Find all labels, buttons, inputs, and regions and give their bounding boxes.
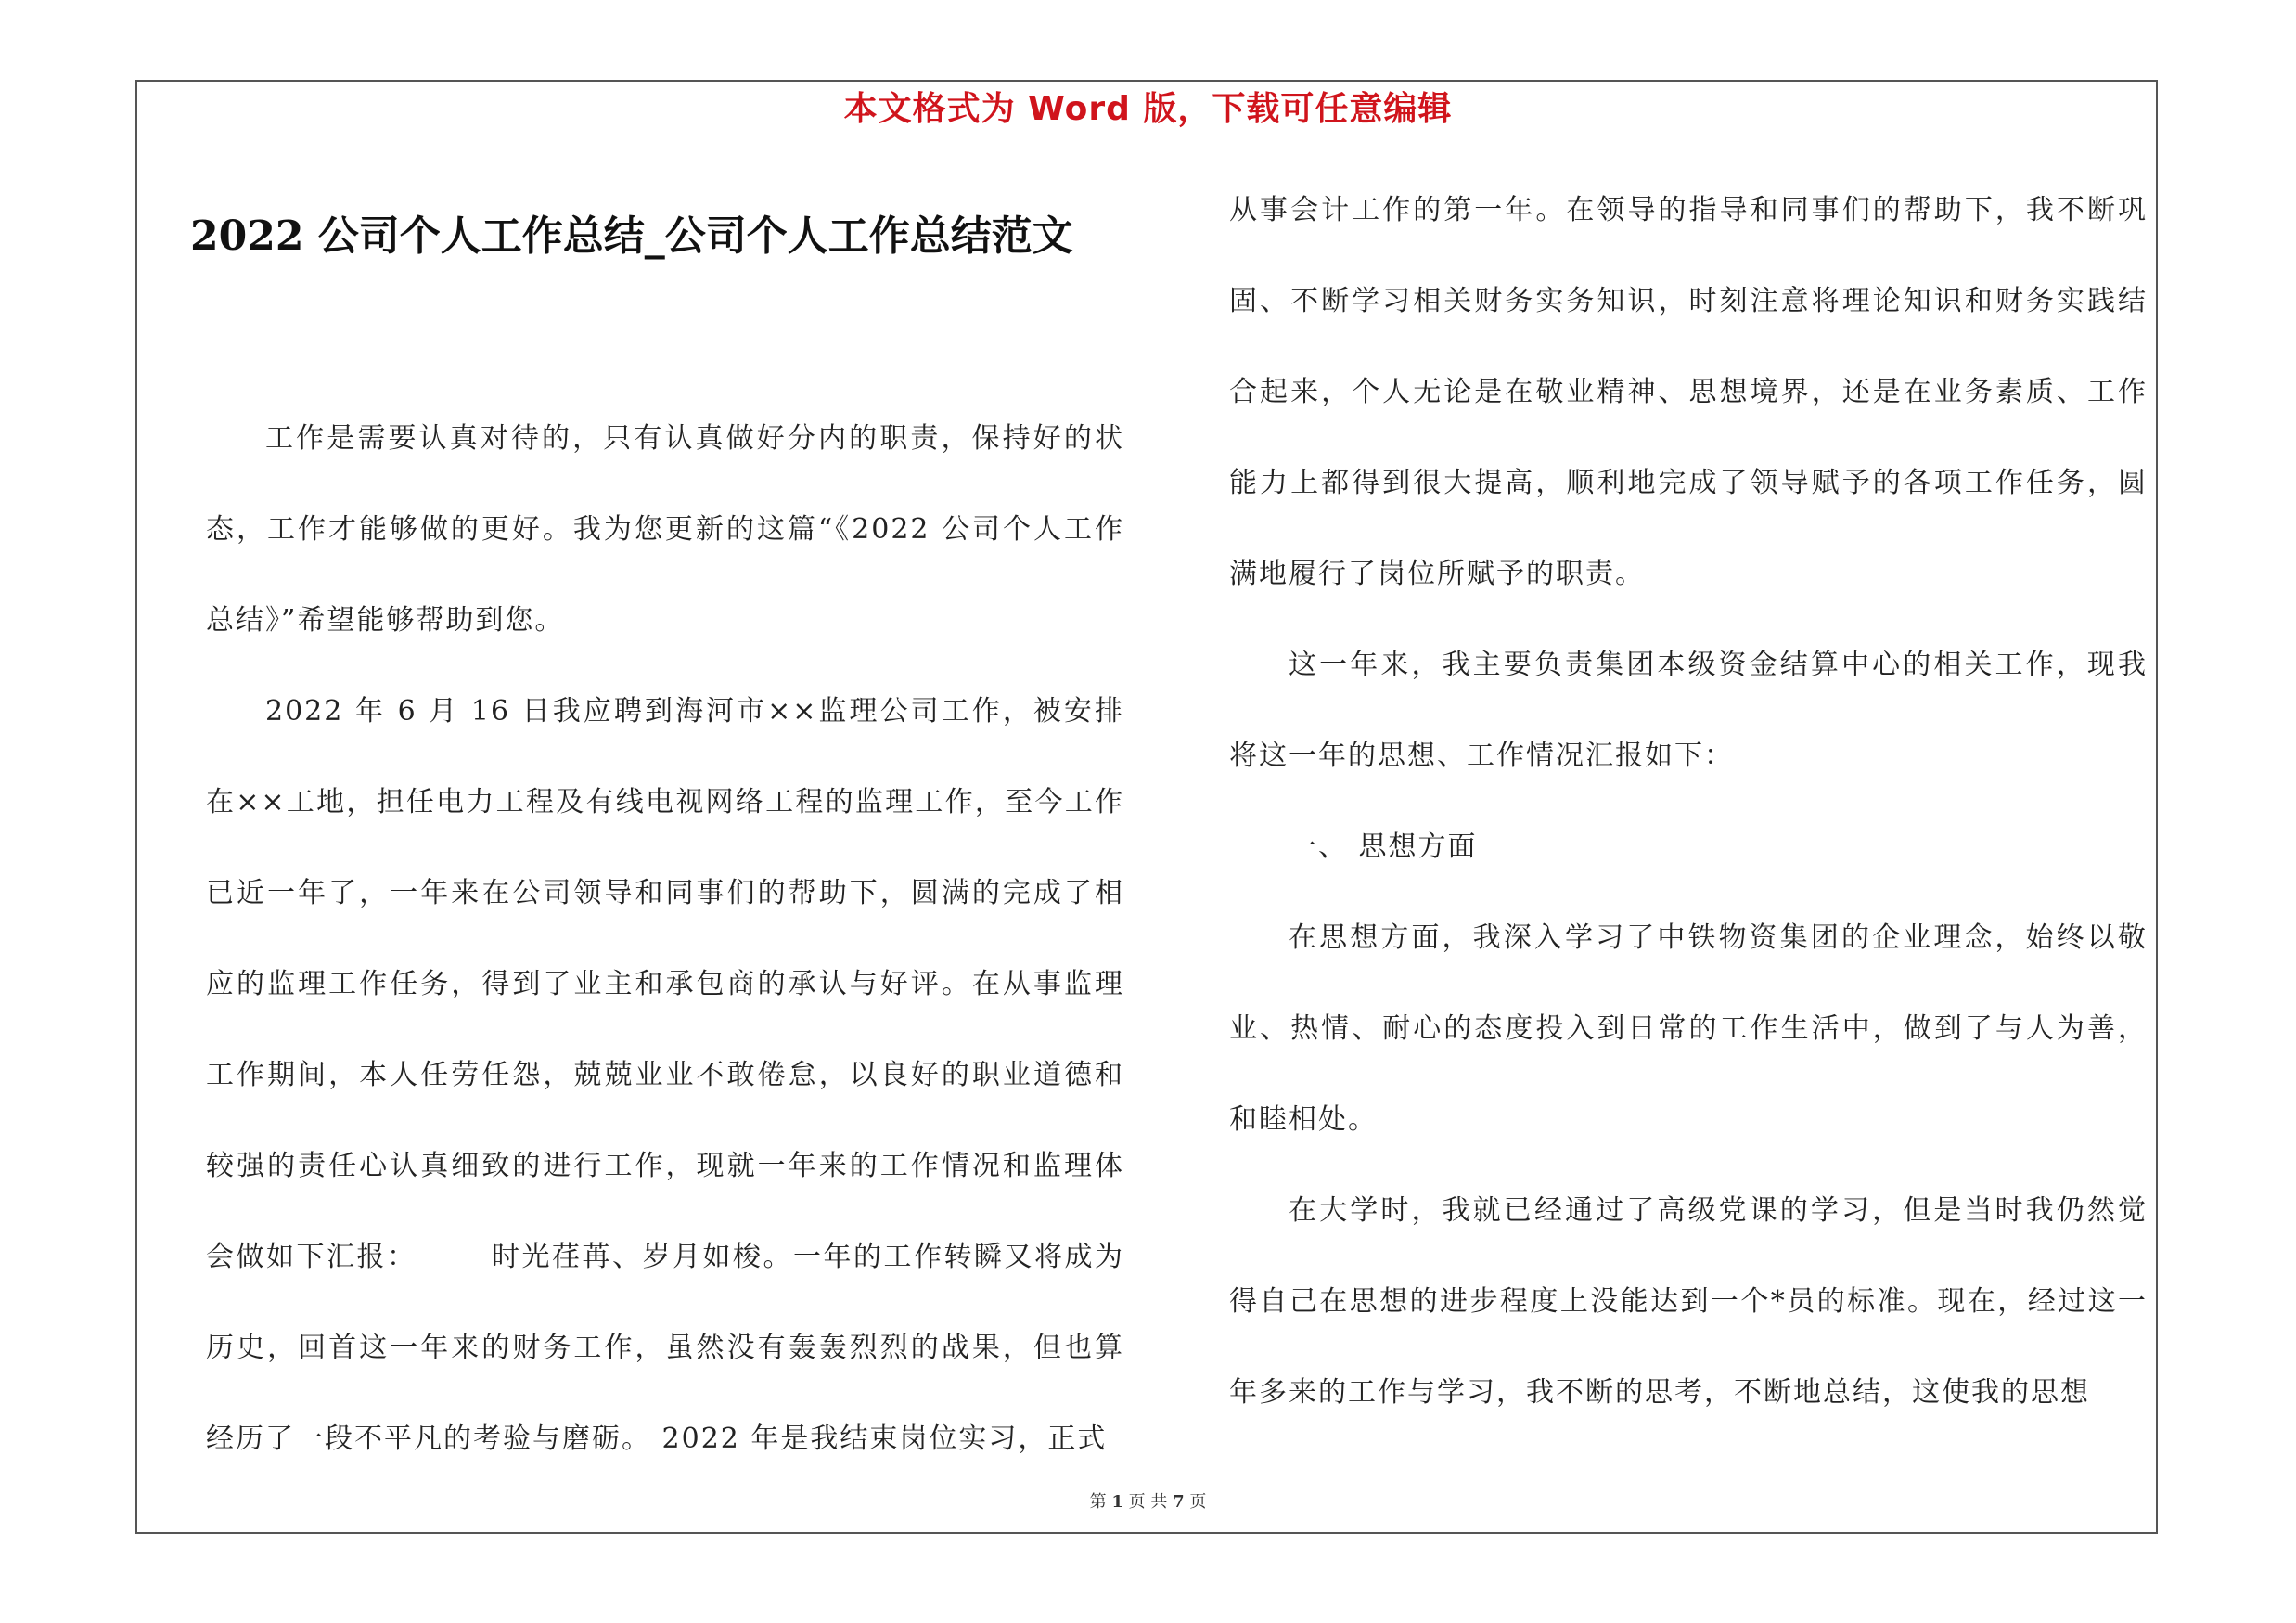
right-column	[1229, 165, 2148, 1438]
total-page-count: 7	[1173, 1492, 1185, 1512]
footer-suffix: 页	[1189, 1492, 1207, 1512]
section-heading-thought: 一、 思想方面	[1289, 831, 1478, 863]
university-paragraph: 在大学时，我就已经通过了高级党课的学习，但是当时我仍然觉得自己在思想的进步程度上没能达到一个*员的标准。现在，经过这一年多来的工作与学习，我不断的思考，不断地总结，这使我的思想	[1229, 1194, 2148, 1409]
footer-middle: 页 共	[1128, 1492, 1168, 1512]
left-column	[206, 393, 1124, 1485]
page-footer	[0, 1488, 2296, 1516]
report-paragraph-part2: 时光荏苒、岁月如梭。一年的工作转瞬又将成为历史，回首这一年来的财务工作，虽然没有轰轰烈烈的战果，但也算经历了一段不平凡的考验与磨砺。 2022 年是我结束岗位实习，正式	[206, 1241, 1124, 1455]
report-paragraph	[206, 666, 1124, 1485]
current-page-number: 1	[1111, 1492, 1123, 1512]
continued-paragraph: 从事会计工作的第一年。在领导的指导和同事们的帮助下，我不断巩固、不断学习相关财务实务知识，时刻注意将理论知识和财务实践结合起来，个人无论是在敬业精神、思想境界，还是在业务素质、工作能力上都得到很大提高，顺利地完成了领导赋予的各项工作任务，圆满地履行了岗位所赋予的职责。	[1229, 194, 2148, 590]
summary-intro-paragraph: 这一年来，我主要负责集团本级资金结算中心的相关工作，现我将这一年的思想、工作情况汇报如下：	[1229, 649, 2148, 772]
footer-prefix: 第	[1089, 1492, 1107, 1512]
document-title: 2022 公司个人工作总结_公司个人工作总结范文	[190, 213, 1073, 260]
thought-paragraph: 在思想方面，我深入学习了中铁物资集团的企业理念，始终以敬业、热情、耐心的态度投入到日常的工作生活中，做到了与人为善，和睦相处。	[1229, 921, 2148, 1136]
intro-paragraph: 工作是需要认真对待的，只有认真做好分内的职责，保持好的状态，工作才能够做的更好。我为您更新的这篇“《2022 公司个人工作总结》”希望能够帮助到您。	[206, 422, 1124, 637]
report-paragraph-part1: 2022 年 6 月 16 日我应聘到海河市××监理公司工作，被安排在××工地，担任电力工程及有线电视网络工程的监理工作，至今工作已近一年了，一年来在公司领导和同事们的帮助下，圆满的完成了相应的监理工作任务，得到了业主和承包商的承认与好评。在从事监理工作期间，本人任劳任怨，兢兢业业不敢倦怠，以良好的职业道德和较强的责任心认真细致的进行工作，现就一年来的工作情况和监理体会做如下汇报：	[206, 695, 1124, 1273]
word-format-banner: 本文格式为 Word 版，下载可任意编辑	[843, 90, 1453, 128]
